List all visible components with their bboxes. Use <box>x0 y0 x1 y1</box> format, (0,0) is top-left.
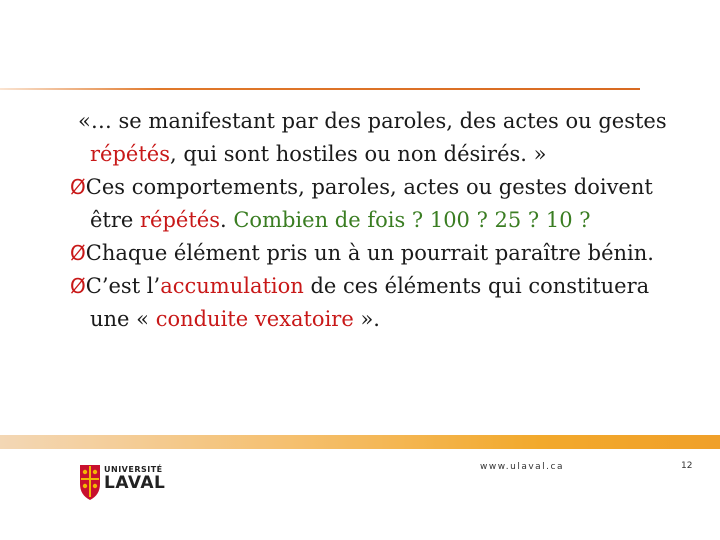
bullet-text-mid: de ces éléments qui constituera une « <box>90 274 650 331</box>
arrow-bullet-icon: Ø <box>70 241 86 265</box>
bullet-text: Ces comportements, paroles, actes ou gestes doivent être <box>85 175 653 232</box>
bullet-text: Chaque élément pris un à un pourrait paraître bénin. <box>85 241 654 265</box>
bullet-text-end: ». <box>353 307 380 331</box>
slide-body <box>70 105 670 336</box>
quote-emphasis-repetes: répétés <box>90 142 170 166</box>
bullet-emphasis-conduite-vexatoire: conduite vexatoire <box>155 307 354 331</box>
bullet-text-sep: . <box>220 208 234 232</box>
wordmark-line1: UNIVERSITÉ <box>104 465 163 474</box>
footer-url: www.ulaval.ca <box>480 462 565 472</box>
footer-band <box>0 435 720 449</box>
wordmark-line2: LAVAL <box>104 473 166 493</box>
bullet-emphasis-accumulation: accumulation <box>160 274 304 298</box>
bullet-question-frequency: Combien de fois ? 100 ? 25 ? 10 ? <box>233 208 591 232</box>
top-divider <box>0 88 640 90</box>
bullet-emphasis-repetes: répétés <box>140 208 220 232</box>
bullet-repetition <box>70 171 670 237</box>
page-number: 12 <box>681 461 693 471</box>
quote-paragraph <box>70 105 670 171</box>
quote-text: «… se manifestant par des paroles, des actes ou gestes <box>78 109 667 133</box>
quote-text-end: , qui sont hostiles ou non désirés. » <box>169 142 547 166</box>
bullet-accumulation <box>70 270 670 336</box>
arrow-bullet-icon: Ø <box>70 175 86 199</box>
arrow-bullet-icon: Ø <box>70 274 86 298</box>
bullet-text: C’est l’ <box>85 274 161 298</box>
university-wordmark <box>104 465 165 492</box>
bullet-benin <box>70 237 670 270</box>
